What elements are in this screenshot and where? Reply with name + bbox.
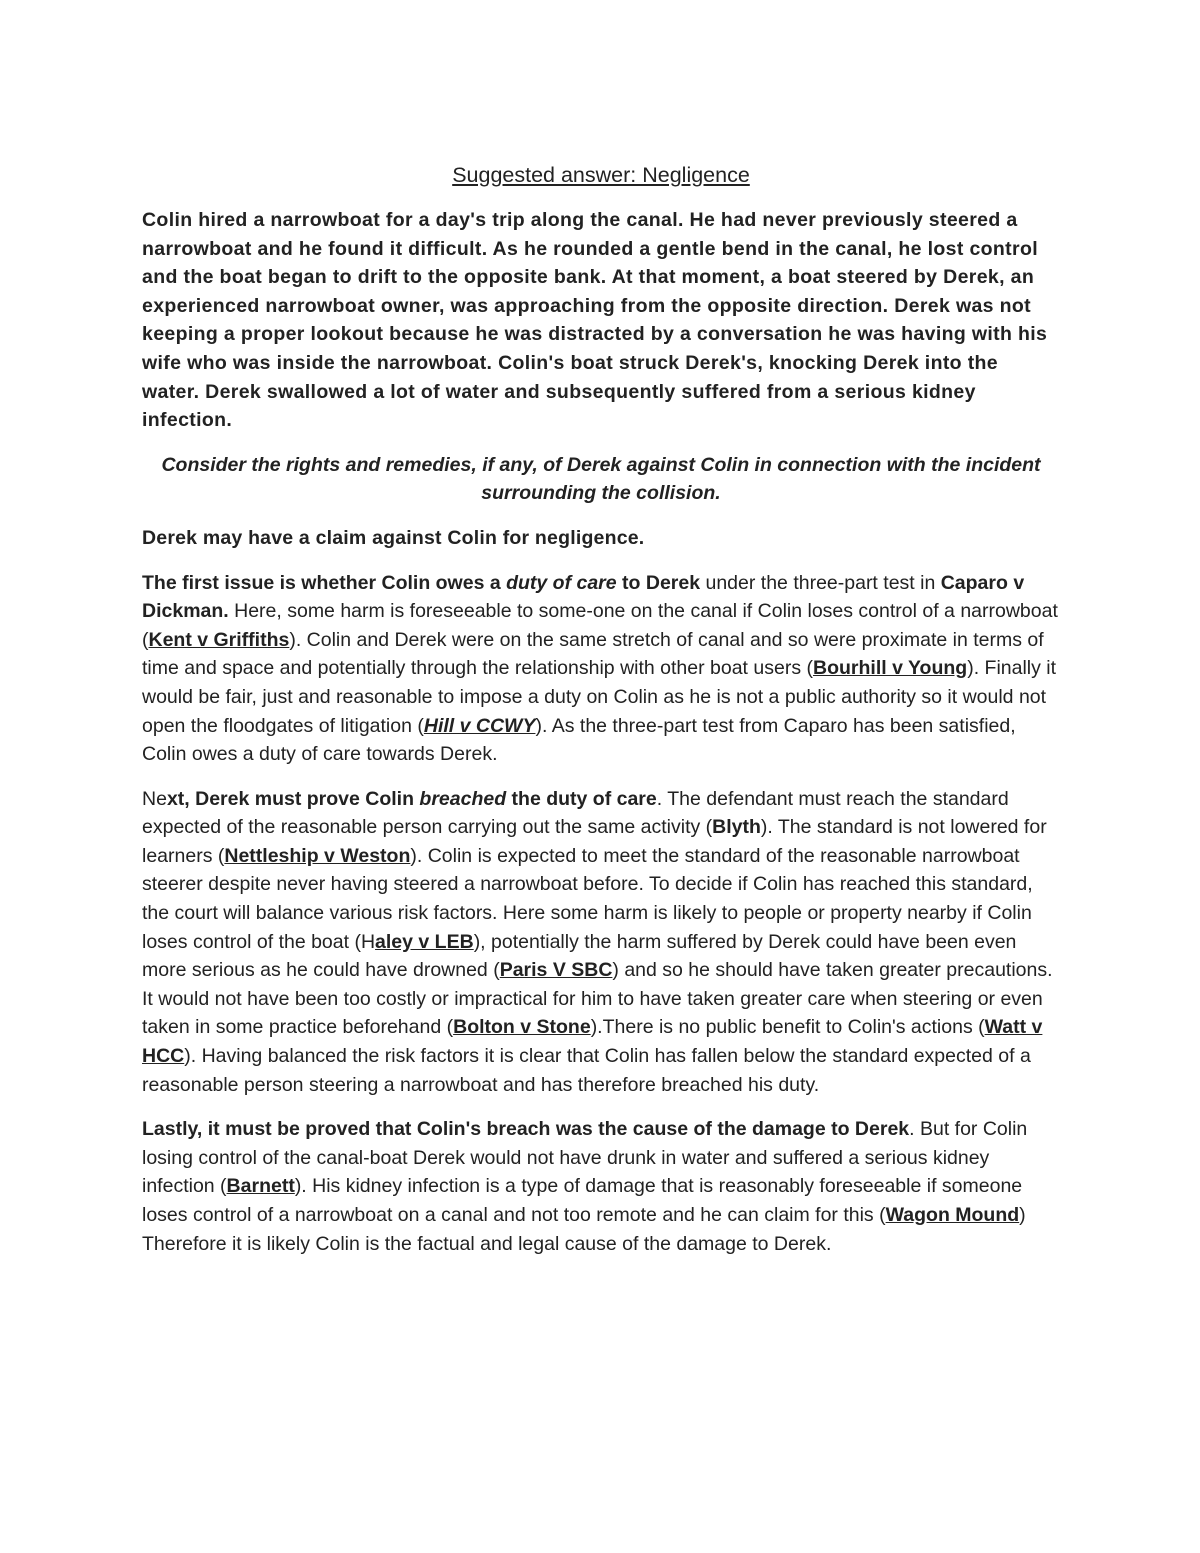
case-haley: aley v LEB	[375, 930, 474, 953]
case-nettleship: Nettleship v Weston	[224, 844, 411, 867]
breach-lead-b: the duty of care	[506, 787, 657, 810]
case-caparo: Caparo v Dickman.	[142, 571, 1025, 623]
case-watt: Watt v HCC	[142, 1016, 1043, 1068]
breach-text-6: ).There is no public benefit to Colin's actions (	[590, 1016, 985, 1039]
breach-lead-pre: Ne	[142, 787, 167, 810]
causation-text-2: ). His kidney infection is a type of damage that is reasonably foreseeable if someone loses control of a narrowboat on a canal and not too remote and he can claim for this (	[142, 1175, 1023, 1226]
case-hill: Hill v CCWY	[423, 714, 536, 737]
duty-lead-em: duty of care	[506, 571, 617, 594]
causation-text-3: ) Therefore it is likely Colin is the factual and legal cause of the damage to Derek.	[142, 1204, 1026, 1255]
breach-text-3: ). Colin is expected to meet the standard of the reasonable narrowboat steerer despite never having steered a narrowboat before. To decide if Colin has reached this standard, the court will balance various risk factors. Here some harm is likely to people or property nearby if Colin loses control of the boat (H	[142, 844, 1033, 953]
duty-text-1: under the three-part test in	[700, 571, 941, 594]
breach-text-5: ) and so he should have taken greater precautions. It would not have been too costly or impractical for him to have taken greater care when steering or even taken in some practice beforehand (	[142, 959, 1053, 1039]
breach-paragraph	[142, 785, 1060, 1100]
breach-text-1: . The defendant must reach the standard expected of the reasonable person carrying out the same activity (	[142, 787, 1009, 839]
intro-paragraph: Derek may have a claim against Colin for negligence.	[142, 526, 645, 549]
case-kent: Kent v Griffiths	[148, 628, 290, 651]
breach-text-2: ). The standard is not lowered for learners (	[142, 816, 1047, 867]
duty-text-3: ). Colin and Derek were on the same stretch of canal and so were proximate in terms of time and space and potentially through the relationship with other boat users (	[142, 628, 1044, 680]
duty-lead-b: to Derek	[616, 571, 701, 594]
breach-lead-em: breached	[419, 787, 507, 810]
case-paris: Paris V SBC	[499, 959, 613, 982]
duty-lead-a: The first issue is whether Colin owes a	[142, 571, 507, 594]
breach-text-7: ). Having balanced the risk factors it is clear that Colin has fallen below the standard expected of a reasonable person steering a narrowboat and has therefore breached his duty.	[142, 1045, 1031, 1096]
duty-text-4: ). Finally it would be fair, just and reasonable to impose a duty on Colin as he is not a public authority so it would not open the floodgates of litigation (	[142, 657, 1057, 737]
breach-lead-a: xt, Derek must prove Colin	[166, 787, 420, 810]
case-bourhill: Bourhill v Young	[813, 657, 968, 680]
breach-text-4: ), potentially the harm suffered by Derek could have been even more serious as he could have drowned (	[142, 930, 1017, 982]
document-title: Suggested answer: Negligence	[452, 163, 750, 187]
duty-text-5: ). As the three-part test from Caparo has been satisfied, Colin owes a duty of care towards Derek.	[142, 714, 1016, 766]
question-paragraph: Consider the rights and remedies, if any, of Derek against Colin in connection with the incident surrounding the collision.	[161, 453, 1041, 505]
case-bolton: Bolton v Stone	[453, 1016, 591, 1039]
causation-text-1: . But for Colin losing control of the canal-boat Derek would not have drunk in water and suffered a serious kidney infection (	[142, 1118, 1028, 1198]
case-barnett: Barnett	[226, 1175, 295, 1198]
duty-paragraph	[142, 569, 1060, 769]
case-blyth: Blyth	[712, 816, 761, 839]
case-wagon-mound: Wagon Mound	[885, 1204, 1020, 1226]
scenario-paragraph: Colin hired a narrowboat for a day's trip along the canal. He had never previously steered a narrowboat and he found it difficult. As he rounded a gentle bend in the canal, he lost control and the boat began to drift to the opposite bank. At that moment, a boat steered by Derek, an experienced narrowboat owner, was approaching from the opposite direction. Derek was not keeping a proper lookout because he was distracted by a conversation he was having with his wife who was inside the narrowboat. Colin's boat struck Derek's, knocking Derek into the water. Derek swallowed a lot of water and subsequently suffered from a serious kidney infection.	[142, 209, 1048, 432]
duty-text-2: Here, some harm is foreseeable to some-one on the canal if Colin loses control of a narrowboat (	[142, 600, 1058, 651]
causation-lead: Lastly, it must be proved that Colin's breach was the cause of the damage to Derek	[142, 1118, 910, 1141]
causation-paragraph	[142, 1115, 1060, 1258]
